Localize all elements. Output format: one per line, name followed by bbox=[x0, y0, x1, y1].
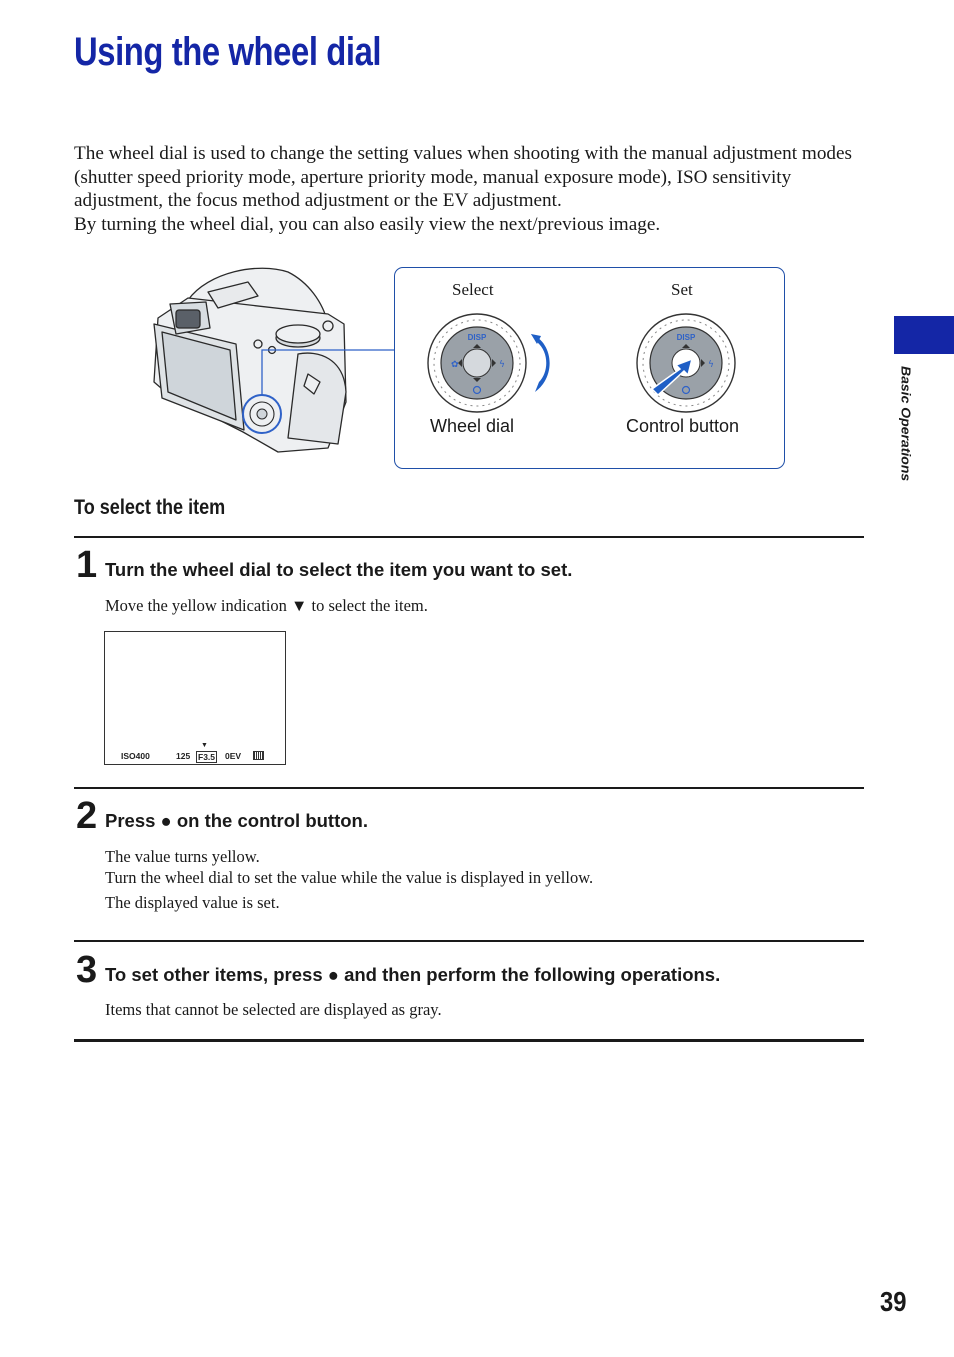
section-end-rule bbox=[74, 1039, 864, 1042]
step-divider bbox=[74, 940, 864, 942]
step-description: Move the yellow indication ▼ to select the item. bbox=[105, 596, 428, 615]
rotation-arrow-icon bbox=[527, 330, 559, 401]
metering-icon bbox=[253, 751, 264, 760]
step-description: The displayed value is set. bbox=[105, 893, 280, 912]
svg-text:✿: ✿ bbox=[451, 360, 459, 370]
control-button-icon bbox=[634, 311, 738, 420]
wheel-dial-label: Wheel dial bbox=[430, 416, 515, 436]
lcd-ev: 0EV bbox=[225, 751, 242, 761]
section-tab-marker bbox=[894, 316, 954, 354]
svg-text:ϟ: ϟ bbox=[499, 360, 505, 370]
step-number: 3 bbox=[76, 949, 98, 991]
lcd-indicator: ▼ bbox=[201, 742, 208, 749]
page-number: 39 bbox=[880, 1286, 907, 1317]
lcd-screen-example bbox=[104, 631, 286, 765]
svg-text:DISP: DISP bbox=[676, 333, 696, 342]
disp-label: DISP bbox=[467, 333, 487, 342]
step-instruction: Press ● on the control button. bbox=[105, 810, 368, 831]
set-label: Set bbox=[671, 280, 693, 299]
lcd-aperture: F3.5 bbox=[198, 752, 216, 762]
step-instruction: Turn the wheel dial to select the item you want to set. bbox=[105, 559, 573, 580]
intro-paragraph-1: The wheel dial is used to change the setting values when shooting with the manual adjustment modes (shutter speed priority mode, aperture priority mode, manual exposure mode), ISO sensitivity adjustment, the focus method adjustment or the EV adjustment. bbox=[74, 143, 852, 211]
step-divider bbox=[74, 536, 864, 538]
section-heading: To select the item bbox=[74, 496, 226, 519]
step-divider bbox=[74, 787, 864, 789]
section-side-label-text: Basic Operations bbox=[898, 366, 914, 482]
intro-paragraph-2: By turning the wheel dial, you can also easily view the next/previous image. bbox=[74, 213, 661, 235]
page-title: Using the wheel dial bbox=[74, 30, 382, 74]
step-description: Items that cannot be selected are displayed as gray. bbox=[105, 1000, 442, 1019]
wheel-dial-icon bbox=[425, 311, 529, 420]
step-description: The value turns yellow. bbox=[105, 847, 260, 866]
control-button-label: Control button bbox=[626, 416, 740, 436]
step-number: 2 bbox=[76, 795, 98, 837]
svg-text:ϟ: ϟ bbox=[708, 360, 714, 370]
lcd-iso: ISO400 bbox=[121, 751, 150, 761]
lcd-shutter: 125 bbox=[176, 751, 191, 761]
camera-illustration bbox=[148, 262, 398, 462]
section-side-label bbox=[898, 366, 928, 506]
step-description: Turn the wheel dial to set the value while the value is displayed in yellow. bbox=[105, 868, 594, 887]
intro-text bbox=[74, 142, 874, 236]
step-number: 1 bbox=[76, 544, 98, 586]
select-label: Select bbox=[452, 280, 494, 299]
step-instruction: To set other items, press ● and then perform the following operations. bbox=[105, 964, 721, 985]
